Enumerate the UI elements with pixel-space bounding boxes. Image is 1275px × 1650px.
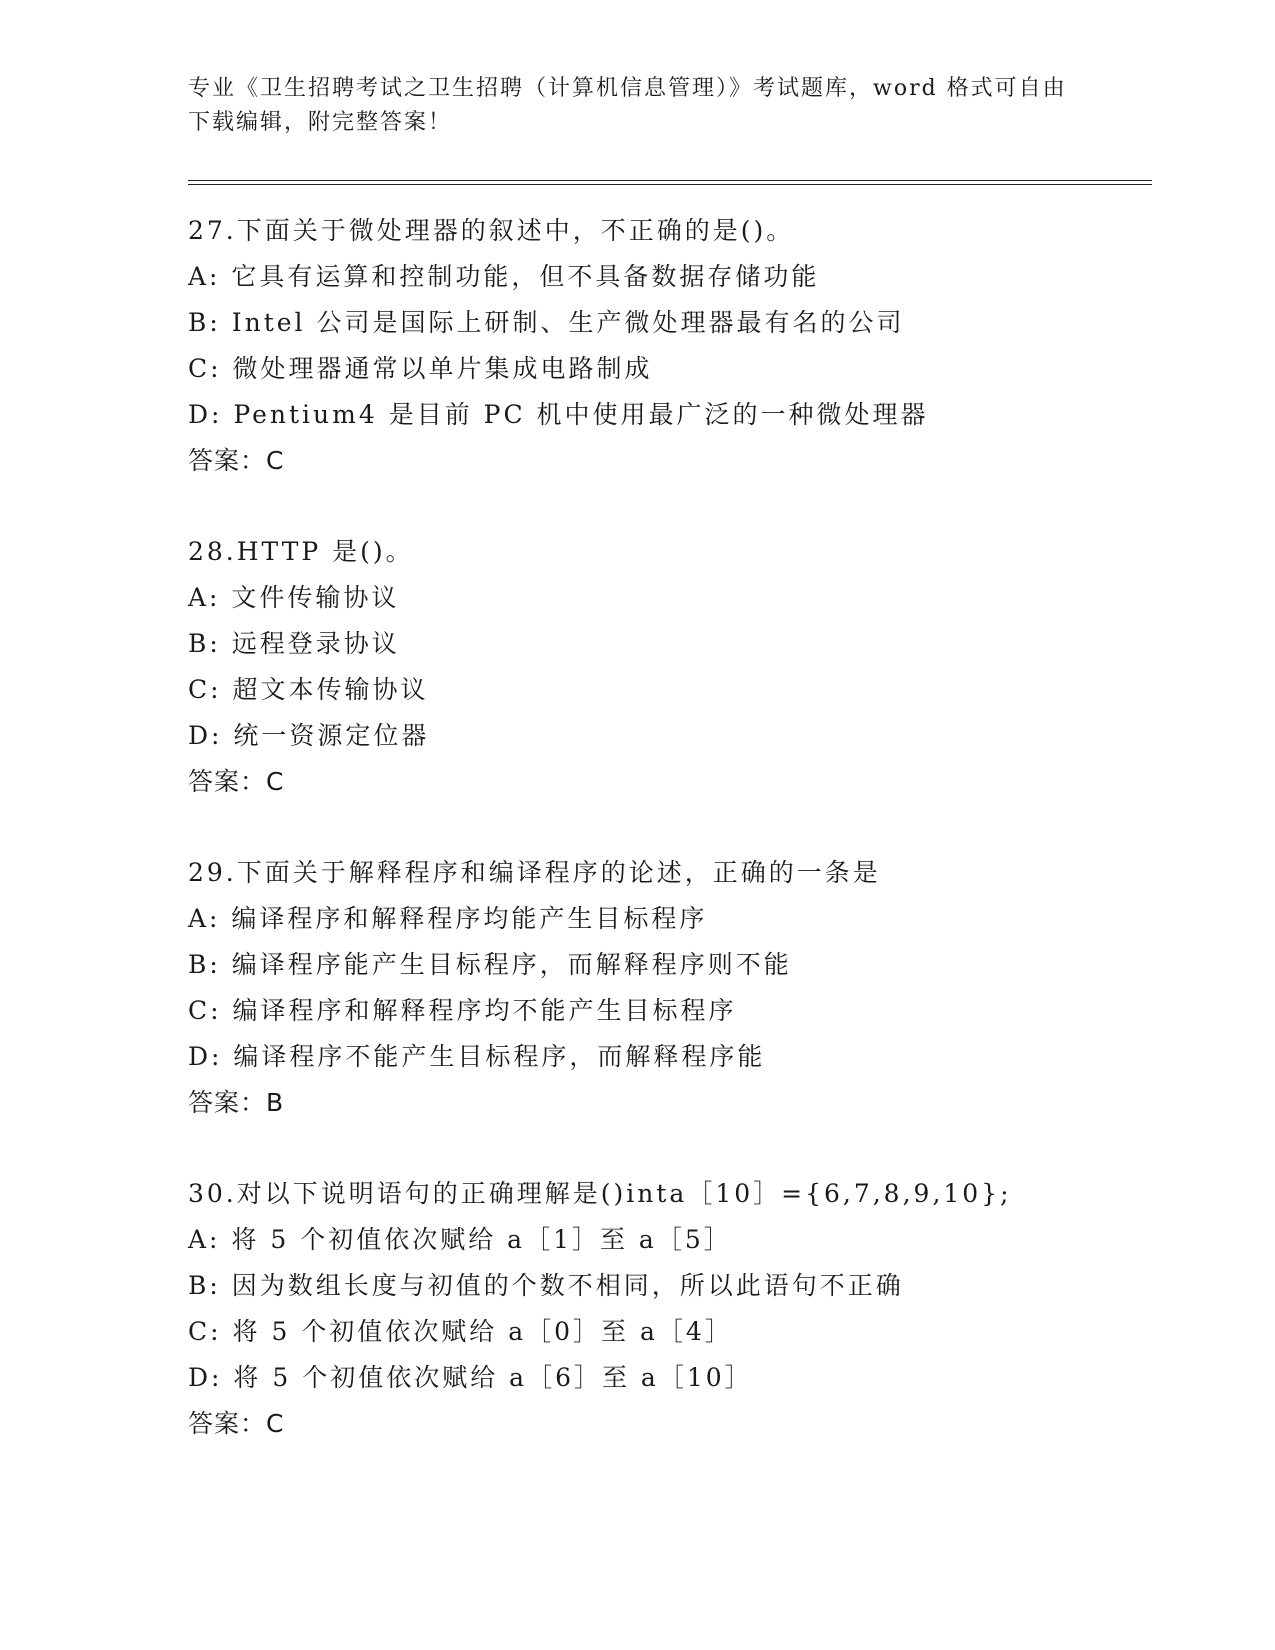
header-divider-top [188,180,1152,181]
option-a: A: 编译程序和解释程序均能产生目标程序 [188,904,708,933]
question-30 [188,1171,1168,1447]
option-b: B: Intel 公司是国际上研制、生产微处理器最有名的公司 [188,308,905,337]
question-29 [188,850,1168,1126]
option-d: D: 将 5 个初值依次赋给 a［6］至 a［10］ [188,1363,753,1392]
option-d: D: Pentium4 是目前 PC 机中使用最广泛的一种微处理器 [188,400,929,429]
option-b: B: 因为数组长度与初值的个数不相同，所以此语句不正确 [188,1271,904,1300]
option-d: D: 统一资源定位器 [188,721,430,750]
header-divider-bottom [188,184,1152,185]
question-stem: 30.对以下说明语句的正确理解是()inta［10］={6,7,8,9,10}; [188,1179,1012,1208]
question-27 [188,208,1168,484]
question-28 [188,529,1168,805]
option-b: B: 编译程序能产生目标程序，而解释程序则不能 [188,950,792,979]
option-c: C: 编译程序和解释程序均不能产生目标程序 [188,996,737,1025]
question-stem: 29.下面关于解释程序和编译程序的论述，正确的一条是 [188,858,881,887]
question-stem: 28.HTTP 是()。 [188,537,414,566]
option-d: D: 编译程序不能产生目标程序，而解释程序能 [188,1042,766,1071]
option-c: C: 将 5 个初值依次赋给 a［0］至 a［4］ [188,1317,733,1346]
option-a: A: 它具有运算和控制功能，但不具备数据存储功能 [188,262,820,291]
document-header: 专业《卫生招聘考试之卫生招聘（计算机信息管理）》考试题库，word 格式可自由下载编辑，附完整答案！ [188,76,1067,135]
question-stem: 27.下面关于微处理器的叙述中，不正确的是()。 [188,216,795,245]
answer: 答案：B [188,1088,285,1117]
answer: 答案：C [188,1409,285,1438]
option-c: C: 微处理器通常以单片集成电路制成 [188,354,653,383]
option-b: B: 远程登录协议 [188,629,400,658]
answer: 答案：C [188,446,285,475]
answer: 答案：C [188,767,285,796]
option-a: A: 文件传输协议 [188,583,400,612]
option-a: A: 将 5 个初值依次赋给 a［1］至 a［5］ [188,1225,732,1254]
option-c: C: 超文本传输协议 [188,675,429,704]
